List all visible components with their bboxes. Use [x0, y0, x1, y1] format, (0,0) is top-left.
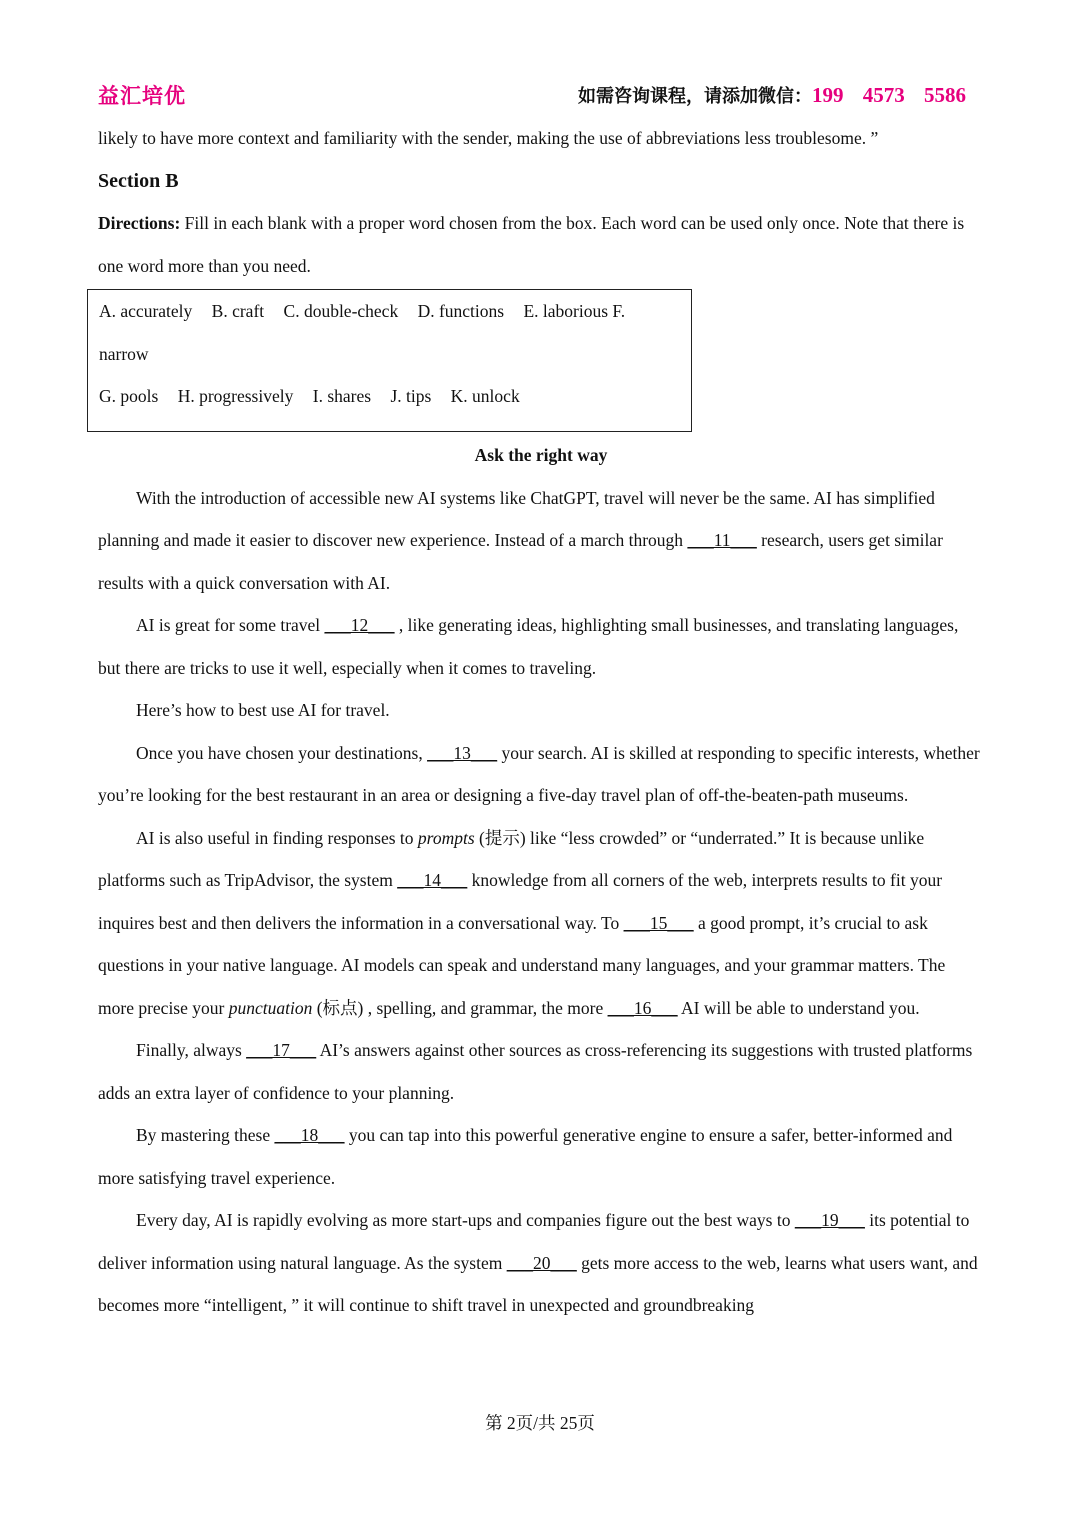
blank-13[interactable]: ___13___ [427, 742, 498, 763]
blank-19[interactable]: ___19___ [794, 1210, 865, 1230]
directions-text: Fill in each blank with a proper word chosen from the box. Each word can be used only once. Note that there is one word more than you need. [98, 213, 965, 276]
word-option: G. pools [99, 386, 159, 406]
word-option: J. tips [390, 386, 432, 406]
page-number: 第 2页/共 25页 [485, 1413, 595, 1433]
paragraph-5: AI is also useful in finding responses to prompts (提示) like “less crowded” or “underrated.” It is because unlike platforms such as TripAdvisor, the system ___14___ knowledge from all corners of the web, interprets results to fit your inquires best and then delivers the information in a conversational way. To ___15___ a good prompt, it’s crucial to ask questions in your native language. AI models can speak and understand many languages, and your grammar matters. The more precise your punctuation (标点) , spelling, and grammar, the more ___16___ AI will be able to understand you. [98, 827, 946, 1018]
directions [98, 202, 984, 287]
contact-label: 如需咨询课程，请添加微信： [578, 86, 812, 107]
word-option: I. shares [312, 386, 372, 406]
paragraph-7: By mastering these ___18___ you can tap into this powerful generative engine to ensure a safer, better-informed and more satisfying travel experience. [98, 1125, 953, 1188]
blank-14[interactable]: ___14___ [397, 870, 468, 890]
blank-15[interactable]: ___15___ [623, 912, 694, 933]
section-title: Section B [98, 169, 179, 192]
paragraph-3: Here’s how to best use AI for travel. [136, 700, 390, 720]
word-box-row-3 [99, 375, 691, 418]
blank-17[interactable]: ___17___ [246, 1040, 317, 1060]
prompts-term: prompts [417, 827, 475, 848]
word-box-row-2 [99, 333, 691, 376]
contact-info [578, 82, 966, 108]
passage-title: Ask the right way [474, 445, 608, 465]
word-option: narrow [99, 343, 149, 364]
directions-label: Directions: [98, 213, 181, 233]
word-option: D. functions [417, 301, 505, 321]
blank-20[interactable]: ___20___ [506, 1252, 577, 1273]
page-header [98, 80, 966, 112]
word-option: E. laborious F. [523, 301, 626, 321]
paragraph-6: Finally, always ___17___ AI’s answers against other sources as cross-referencing its suggestions with trusted platforms adds an extra layer of confidence to your planning. [98, 1040, 973, 1103]
paragraph-2: AI is great for some travel ___12___ , like generating ideas, highlighting small businesses, and translating languages, but there are tricks to use it well, especially when it comes to traveling. [98, 615, 959, 678]
blank-12[interactable]: ___12___ [324, 615, 395, 635]
contact-phone: 199 4573 5586 [812, 83, 966, 107]
brand-logo: 益汇培优 [98, 84, 186, 108]
paragraph-1: With the introduction of accessible new AI systems like ChatGPT, travel will never be the same. AI has simplified planning and made it easier to discover new experience. Instead of a march through ___11___ research, users get similar results with a quick conversation with AI. [98, 487, 943, 593]
word-box [87, 289, 692, 432]
word-option: C. double-check [283, 301, 399, 321]
document-body [98, 117, 984, 1327]
blank-18[interactable]: ___18___ [274, 1125, 345, 1145]
word-option: A. accurately [99, 301, 193, 321]
word-box-row-1 [99, 290, 691, 333]
word-option: B. craft [211, 301, 265, 321]
blank-11[interactable]: ___11___ [687, 530, 757, 550]
punctuation-term: punctuation [228, 997, 313, 1018]
word-option: H. progressively [177, 386, 294, 406]
paragraph-8: Every day, AI is rapidly evolving as more start-ups and companies figure out the best ways to ___19___ its potential to deliver information using natural language. As the system ___20___ gets more access to the web, learns what users want, and becomes more “intelligent, ” it will continue to shift travel in unexpected and groundbreaking [98, 1210, 978, 1315]
paragraph-4: Once you have chosen your destinations, ___13___ your search. AI is skilled at responding to specific interests, whether you’re looking for the best restaurant in an area or designing a five-day travel plan of off-the-beaten-path museums. [98, 742, 980, 805]
intro-line: likely to have more context and familiarity with the sender, making the use of abbreviations less troublesome. ” [98, 128, 879, 148]
word-option: K. unlock [450, 386, 520, 406]
blank-16[interactable]: ___16___ [607, 997, 678, 1018]
